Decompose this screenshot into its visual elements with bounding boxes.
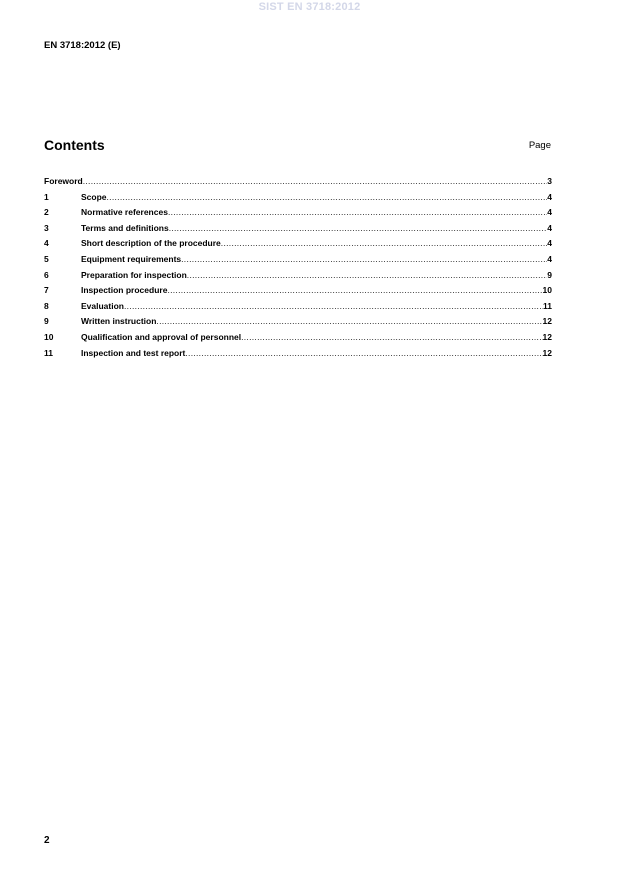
toc-entry[interactable] <box>44 316 552 332</box>
toc-entry-number: 10 <box>44 331 54 342</box>
toc-entry-page: 4 <box>547 207 552 218</box>
watermark: SIST EN 3718:2012 <box>258 1 361 13</box>
toc-entry-title: Preparation for inspection <box>81 269 187 280</box>
toc-entry-title: Qualification and approval of personnel <box>81 331 242 342</box>
toc-dot-leader <box>241 332 542 342</box>
toc-entry[interactable] <box>44 192 552 208</box>
page-number: 2 <box>44 835 50 846</box>
toc-dot-leader <box>185 348 542 358</box>
toc-entry-number: 1 <box>44 191 49 202</box>
toc-entry-number: 8 <box>44 300 49 311</box>
toc-dot-leader <box>168 207 547 217</box>
toc-dot-leader <box>181 254 547 264</box>
toc-entry-page: 12 <box>542 316 552 327</box>
toc-dot-leader <box>124 301 543 311</box>
toc-entry-title: Short description of the procedure <box>81 238 221 249</box>
toc-entry-page: 4 <box>547 191 552 202</box>
page-column-label: Page <box>528 140 551 151</box>
toc-entry-title: Equipment requirements <box>81 253 182 264</box>
toc-entry-page: 12 <box>542 347 552 358</box>
toc-entry-page: 4 <box>547 253 552 264</box>
toc-entry[interactable] <box>44 207 552 223</box>
toc-dot-leader <box>107 192 548 202</box>
toc-entry[interactable] <box>44 270 552 286</box>
toc-entry-page: 9 <box>547 269 552 280</box>
toc-entry[interactable] <box>44 285 552 301</box>
toc-entry-number: 3 <box>44 222 49 233</box>
toc-entry-page: 4 <box>547 238 552 249</box>
toc-entry-foreword[interactable] <box>44 176 552 192</box>
document-identifier: EN 3718:2012 (E) <box>44 40 121 51</box>
table-of-contents <box>44 176 552 363</box>
toc-entry-title: Scope <box>81 191 107 202</box>
toc-entry[interactable] <box>44 238 552 254</box>
toc-entry-number: 6 <box>44 269 49 280</box>
toc-entry-page: 12 <box>542 331 552 342</box>
toc-entry-page: 4 <box>547 222 552 233</box>
toc-entry-number: 4 <box>44 238 49 249</box>
toc-entry-page: 3 <box>547 176 552 186</box>
toc-entry-title: Evaluation <box>81 300 124 311</box>
toc-dot-leader <box>156 316 542 326</box>
toc-entry-number: 9 <box>44 316 49 327</box>
toc-dot-leader <box>187 270 547 280</box>
toc-entry[interactable] <box>44 254 552 270</box>
toc-entry-number: 11 <box>44 347 53 358</box>
toc-entry[interactable] <box>44 223 552 239</box>
toc-entry-title: Inspection and test report <box>81 347 186 358</box>
toc-entry[interactable] <box>44 348 552 364</box>
toc-dot-leader <box>167 285 542 295</box>
toc-entry-title: Written instruction <box>81 316 157 327</box>
toc-dot-leader <box>169 223 548 233</box>
contents-heading: Contents <box>44 137 105 153</box>
toc-entry[interactable] <box>44 301 552 317</box>
toc-entry-title: Terms and definitions <box>81 222 169 233</box>
toc-entry-number: 5 <box>44 253 49 264</box>
toc-dot-leader <box>221 238 547 248</box>
toc-entry-title: Inspection procedure <box>81 285 168 296</box>
toc-entry-page: 10 <box>542 285 552 296</box>
toc-entry-number: 7 <box>44 285 49 296</box>
toc-entry-page: 11 <box>543 300 552 311</box>
toc-entry-title: Normative references <box>81 207 168 218</box>
toc-entry[interactable] <box>44 332 552 348</box>
toc-entry-number: 2 <box>44 207 49 218</box>
toc-dot-leader <box>83 176 548 186</box>
toc-entry-title: Foreword <box>44 176 83 186</box>
